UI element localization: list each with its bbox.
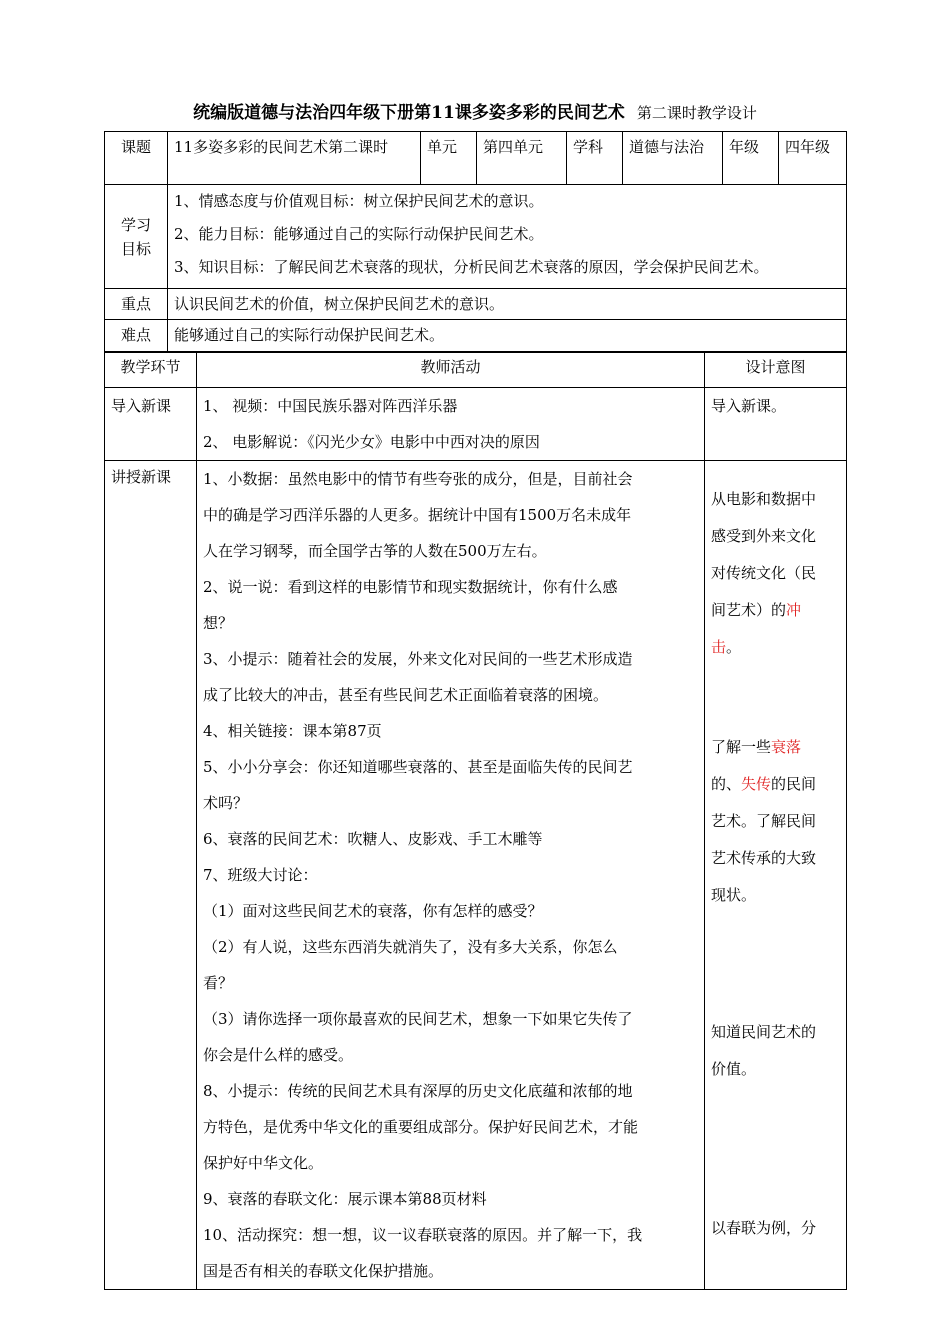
teaching-activities	[197, 461, 705, 1290]
activity-line: 术吗？	[203, 794, 249, 812]
title-main: 统编版道德与法治四年级下册第11课多姿多彩的民间艺术	[193, 103, 625, 123]
activity-line: 你会是什么样的感受。	[203, 1046, 354, 1064]
activity-line: （1）面对这些民间艺术的衰落，你有怎样的感受？	[203, 902, 543, 920]
intro-row	[105, 388, 847, 461]
subject-value: 道德与法治	[623, 132, 723, 185]
activity-line: 方特色，是优秀中华文化的重要组成部分。保护好民间艺术，才能	[203, 1118, 639, 1136]
intent-line	[711, 729, 840, 766]
activity-line: （3）请你选择一项你最喜欢的民间艺术，想象一下如果它失传了	[203, 1010, 633, 1028]
activity-line: 1、小数据：虽然电影中的情节有些夸张的成分，但是，目前社会	[203, 470, 633, 488]
goals-label	[105, 185, 168, 289]
difficulty-row	[105, 320, 847, 352]
activity-line: 6、衰落的民间艺术：吹糖人、皮影戏、手工木雕等	[203, 830, 543, 848]
teaching-intent	[705, 461, 847, 1290]
activity-line: 5、小小分享会：你还知道哪些衰落的、甚至是面临失传的民间艺	[203, 758, 633, 776]
intent-line: 现状。	[711, 886, 757, 904]
intent-block-1	[711, 481, 840, 666]
activity-line: 1、 视频：中国民族乐器对阵西洋乐器	[203, 397, 458, 415]
key-point-label: 重点	[105, 289, 168, 320]
goal-item: 1、情感态度与价值观目标：树立保护民间艺术的意识。	[174, 192, 544, 210]
highlight-text: 衰落	[771, 738, 802, 756]
intent-text: 的民间	[771, 775, 817, 793]
goal-item: 2、能力目标：能够通过自己的实际行动保护民间艺术。	[174, 225, 544, 243]
intent-block-3	[711, 1014, 840, 1088]
activity-line: 3、小提示：随着社会的发展，外来文化对民间的一些艺术形成造	[203, 650, 633, 668]
unit-value: 第四单元	[477, 132, 567, 185]
stage-header: 教学环节	[105, 353, 197, 388]
teaching-row	[105, 461, 847, 1290]
intro-activities	[197, 388, 705, 461]
activity-line: 成了比较大的冲击，甚至有些民间艺术正面临着衰落的困境。	[203, 686, 609, 704]
activity-line: 国是否有相关的春联文化保护措施。	[203, 1262, 444, 1280]
intent-line	[711, 766, 840, 803]
key-point-row	[105, 289, 847, 320]
intent-line: 以春联为例，分	[711, 1219, 817, 1237]
goals-row	[105, 185, 847, 289]
goal-item: 3、知识目标：了解民间艺术衰落的现状，分析民间艺术衰落的原因，学会保护民间艺术。	[174, 258, 769, 276]
difficulty-label: 难点	[105, 320, 168, 352]
activity-line: 想？	[203, 614, 234, 632]
activity-line: 2、说一说：看到这样的电影情节和现实数据统计，你有什么感	[203, 578, 618, 596]
unit-label: 单元	[421, 132, 477, 185]
intent-block-4	[711, 1210, 840, 1247]
highlight-text: 失传	[741, 775, 772, 793]
teaching-stage: 讲授新课	[105, 461, 197, 1290]
grade-value: 四年级	[779, 132, 847, 185]
goals-content	[168, 185, 847, 289]
intent-line: 价值。	[711, 1060, 757, 1078]
topic-label: 课题	[105, 132, 168, 185]
intro-intent: 导入新课。	[705, 388, 847, 461]
intent-block-2	[711, 729, 840, 914]
subject-label: 学科	[567, 132, 623, 185]
highlight-text: 击	[711, 638, 727, 656]
title-sub: 第二课时教学设计	[636, 104, 757, 122]
header-row	[105, 132, 847, 185]
activity-line: 2、 电影解说：《闪光少女》电影中中西对决的原因	[203, 433, 540, 451]
intent-text: 。	[726, 638, 742, 656]
activity-line: 看？	[203, 974, 234, 992]
intent-text: 了解一些	[711, 738, 772, 756]
intro-stage: 导入新课	[105, 388, 197, 461]
difficulty-value: 能够通过自己的实际行动保护民间艺术。	[168, 320, 847, 352]
topic-value: 11多姿多彩的民间艺术第二课时	[168, 132, 421, 185]
activity-line: 9、衰落的春联文化：展示课本第88页材料	[203, 1190, 487, 1208]
document-title	[0, 98, 950, 123]
lesson-info-table	[104, 131, 847, 352]
activity-line: 保护好中华文化。	[203, 1154, 324, 1172]
intent-line: 艺术。了解民间	[711, 812, 817, 830]
key-point-value: 认识民间艺术的价值，树立保护民间艺术的意识。	[168, 289, 847, 320]
intent-line: 感受到外来文化	[711, 527, 817, 545]
intent-line: 对传统文化（民	[711, 564, 817, 582]
intent-text: 的、	[711, 775, 742, 793]
intent-text: 间艺术）的	[711, 601, 787, 619]
intent-header: 设计意图	[705, 353, 847, 388]
activity-line: 4、相关链接：课本第87页	[203, 722, 382, 740]
goals-label-2: 目标	[120, 239, 151, 258]
highlight-text: 冲	[786, 601, 802, 619]
activity-line: 7、班级大讨论：	[203, 866, 318, 884]
intent-line	[711, 629, 840, 666]
grade-label: 年级	[723, 132, 779, 185]
activity-line: 中的确是学习西洋乐器的人更多。据统计中国有1500万名未成年	[203, 506, 632, 524]
teaching-process-table	[104, 352, 847, 1290]
goals-label-1: 学习	[120, 215, 151, 234]
intent-line: 知道民间艺术的	[711, 1023, 817, 1041]
process-header-row	[105, 353, 847, 388]
intent-line: 从电影和数据中	[711, 490, 817, 508]
activity-line: 10、活动探究：想一想，议一议春联衰落的原因。并了解一下，我	[203, 1226, 643, 1244]
activity-line: 人在学习钢琴，而全国学古筝的人数在500万左右。	[203, 542, 547, 560]
intent-line: 艺术传承的大致	[711, 849, 817, 867]
intent-line	[711, 592, 840, 629]
activity-line: 8、小提示：传统的民间艺术具有深厚的历史文化底蕴和浓郁的地	[203, 1082, 633, 1100]
activity-header: 教师活动	[197, 353, 705, 388]
activity-line: （2）有人说，这些东西消失就消失了，没有多大关系，你怎么	[203, 938, 618, 956]
